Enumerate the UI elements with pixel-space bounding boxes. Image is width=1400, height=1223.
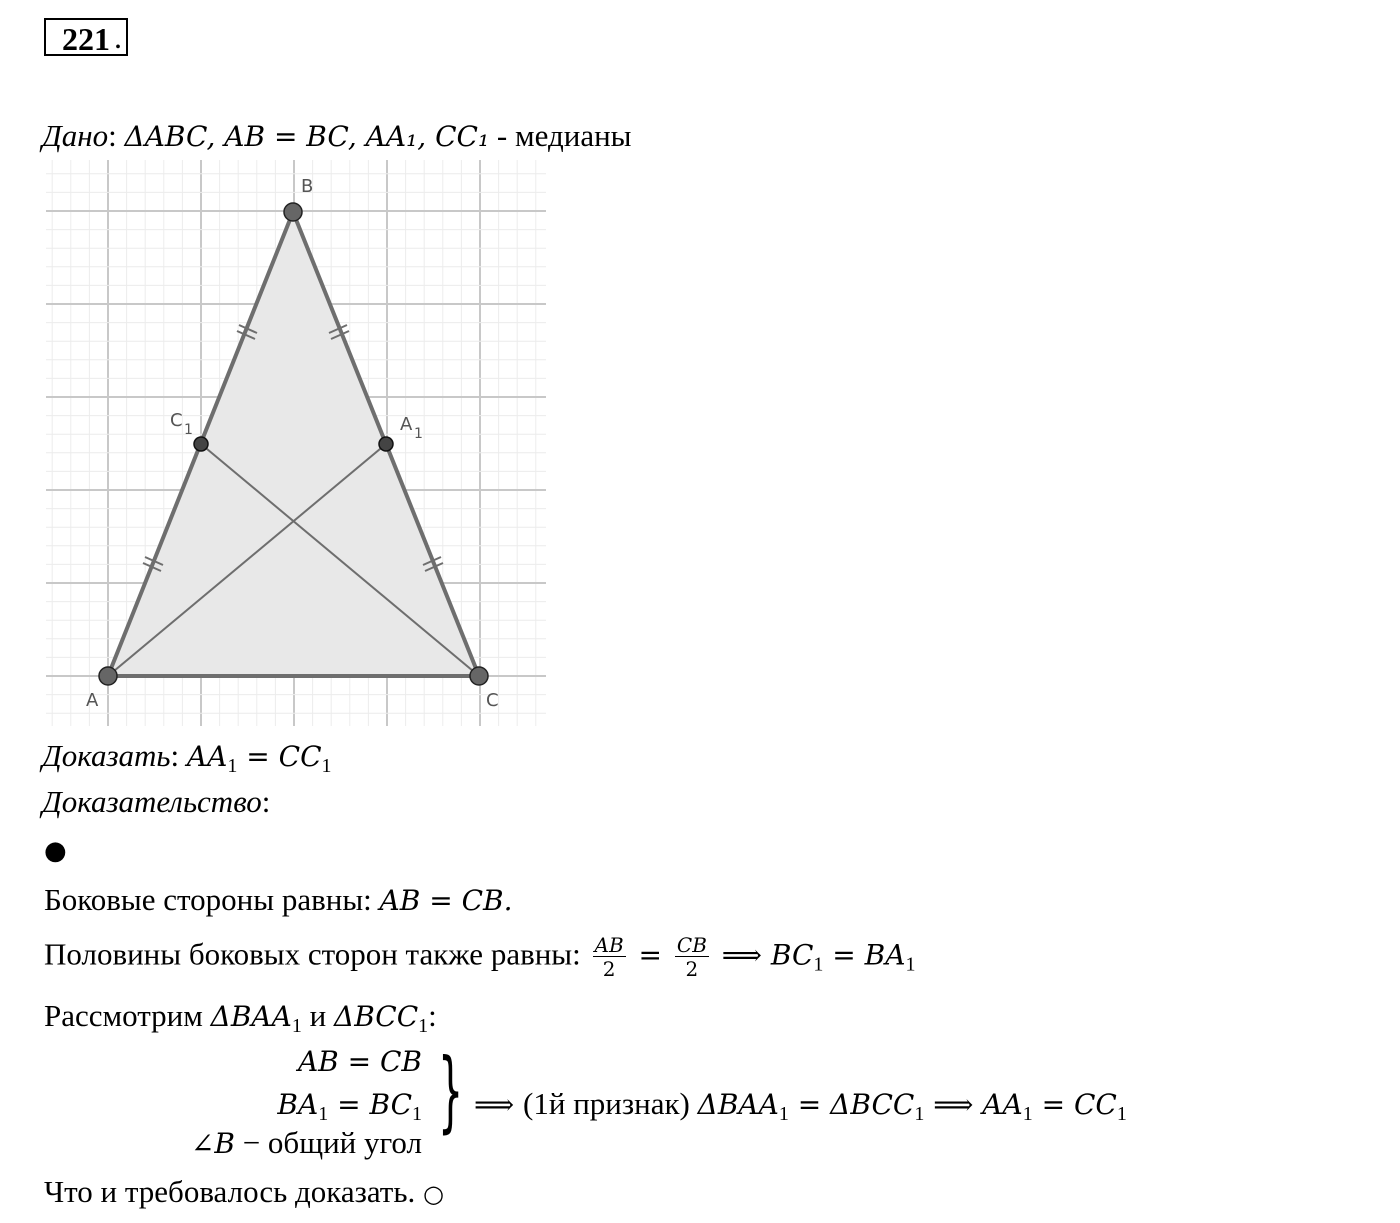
prove-line <box>42 738 332 775</box>
point-c1 <box>194 437 208 451</box>
condition-1 <box>160 1040 422 1083</box>
line3-text: Рассмотрим <box>44 998 211 1033</box>
line1-math: AB = CB. <box>379 884 513 917</box>
sub: 1 <box>227 755 238 777</box>
line1-text: Боковые стороны равны: <box>44 882 380 917</box>
label-a: A <box>86 690 99 711</box>
line3-and: и <box>301 998 334 1033</box>
prove-expr-right: CC <box>278 740 322 773</box>
result-eq2: = <box>1032 1088 1074 1121</box>
sub: 1 <box>321 755 332 777</box>
conditions-system <box>160 1040 422 1165</box>
conditions-result <box>474 1086 1127 1123</box>
point-a <box>99 667 117 685</box>
line2-text: Половины боковых сторон также равны: <box>44 936 589 972</box>
frac2-den: 2 <box>685 957 699 981</box>
proof-line <box>42 784 270 820</box>
condition-3-text: − общий угол <box>234 1125 422 1160</box>
result-arrow2: ⟹ <box>924 1088 983 1121</box>
sub: 1 <box>291 1015 302 1037</box>
label-c1-sub: 1 <box>184 422 193 438</box>
line2-ba: BA <box>864 938 906 972</box>
right-brace: } <box>438 1039 464 1142</box>
line3-triangle1: ΔBAA <box>210 1000 292 1033</box>
bullet: ● <box>44 836 67 866</box>
given-label: Дано <box>42 118 109 153</box>
sub: 1 <box>1116 1103 1127 1125</box>
sub: 1 <box>412 1103 422 1125</box>
fraction-ab <box>593 934 626 981</box>
given-expression: ΔABC, AB = BC, AA₁, CC₁ <box>124 120 490 153</box>
triangle-figure <box>46 160 546 726</box>
line2-arrow: ⟹ <box>712 938 771 972</box>
end-of-proof-icon: ○ <box>423 1180 444 1208</box>
proof-colon: : <box>261 784 271 819</box>
frac2-num: CB <box>676 933 707 957</box>
given-suffix: - медианы <box>489 118 632 153</box>
sub: 1 <box>418 1015 429 1037</box>
prove-expr-left: AA <box>186 740 228 773</box>
given-line <box>42 118 632 155</box>
condition-3 <box>160 1122 422 1165</box>
prove-eq: = <box>237 740 279 773</box>
condition-2-mid: = <box>328 1088 370 1121</box>
fraction-cb <box>675 934 709 981</box>
condition-3-symbol: ∠B <box>190 1127 235 1160</box>
sub: 1 <box>1022 1103 1033 1125</box>
sub: 1 <box>905 953 916 976</box>
line3-triangle2: ΔBCC <box>333 1000 419 1033</box>
line2-bc: BC <box>770 938 814 972</box>
sub: 1 <box>778 1103 789 1125</box>
sub: 1 <box>813 953 824 976</box>
proof-line-3 <box>44 998 437 1035</box>
label-b: B <box>301 176 314 197</box>
problem-number: 221 <box>44 18 128 56</box>
condition-2-right: BC <box>369 1088 412 1121</box>
conclusion-text: Что и требовалось доказать. <box>44 1174 423 1209</box>
label-c: C <box>486 690 499 711</box>
condition-2-left: BA <box>277 1088 319 1121</box>
condition-1-text: AB = CB <box>297 1045 422 1078</box>
label-a1: A <box>400 414 413 435</box>
prove-colon: : <box>170 738 180 773</box>
result-triangle1: ΔBAA <box>697 1088 779 1121</box>
point-b <box>284 203 302 221</box>
sub: 1 <box>318 1103 329 1125</box>
result-triangle2: ΔBCC <box>830 1088 915 1121</box>
label-c1: C <box>170 410 183 431</box>
result-cc: CC <box>1073 1088 1117 1121</box>
result-eq: = <box>788 1088 831 1121</box>
label-a1-sub: 1 <box>414 426 423 442</box>
frac1-num: AB <box>594 933 624 957</box>
sub: 1 <box>914 1103 925 1125</box>
result-aa: AA <box>982 1088 1023 1121</box>
proof-label: Доказательство <box>42 784 262 819</box>
line2-mid: = <box>823 938 865 972</box>
point-c <box>470 667 488 685</box>
condition-2 <box>160 1083 422 1126</box>
conclusion-line <box>44 1174 444 1212</box>
frac1-den: 2 <box>602 957 616 981</box>
proof-line-2 <box>44 934 915 981</box>
point-a1 <box>379 437 393 451</box>
result-sign: (1й признак) <box>523 1086 698 1121</box>
line2-eq: = <box>629 938 671 972</box>
given-colon: : <box>108 118 117 153</box>
result-arrow: ⟹ <box>474 1088 524 1121</box>
proof-line-1 <box>44 882 512 919</box>
problem-number-dot: . <box>114 19 122 55</box>
prove-label: Доказать <box>42 738 171 773</box>
line3-colon: : <box>428 998 437 1033</box>
